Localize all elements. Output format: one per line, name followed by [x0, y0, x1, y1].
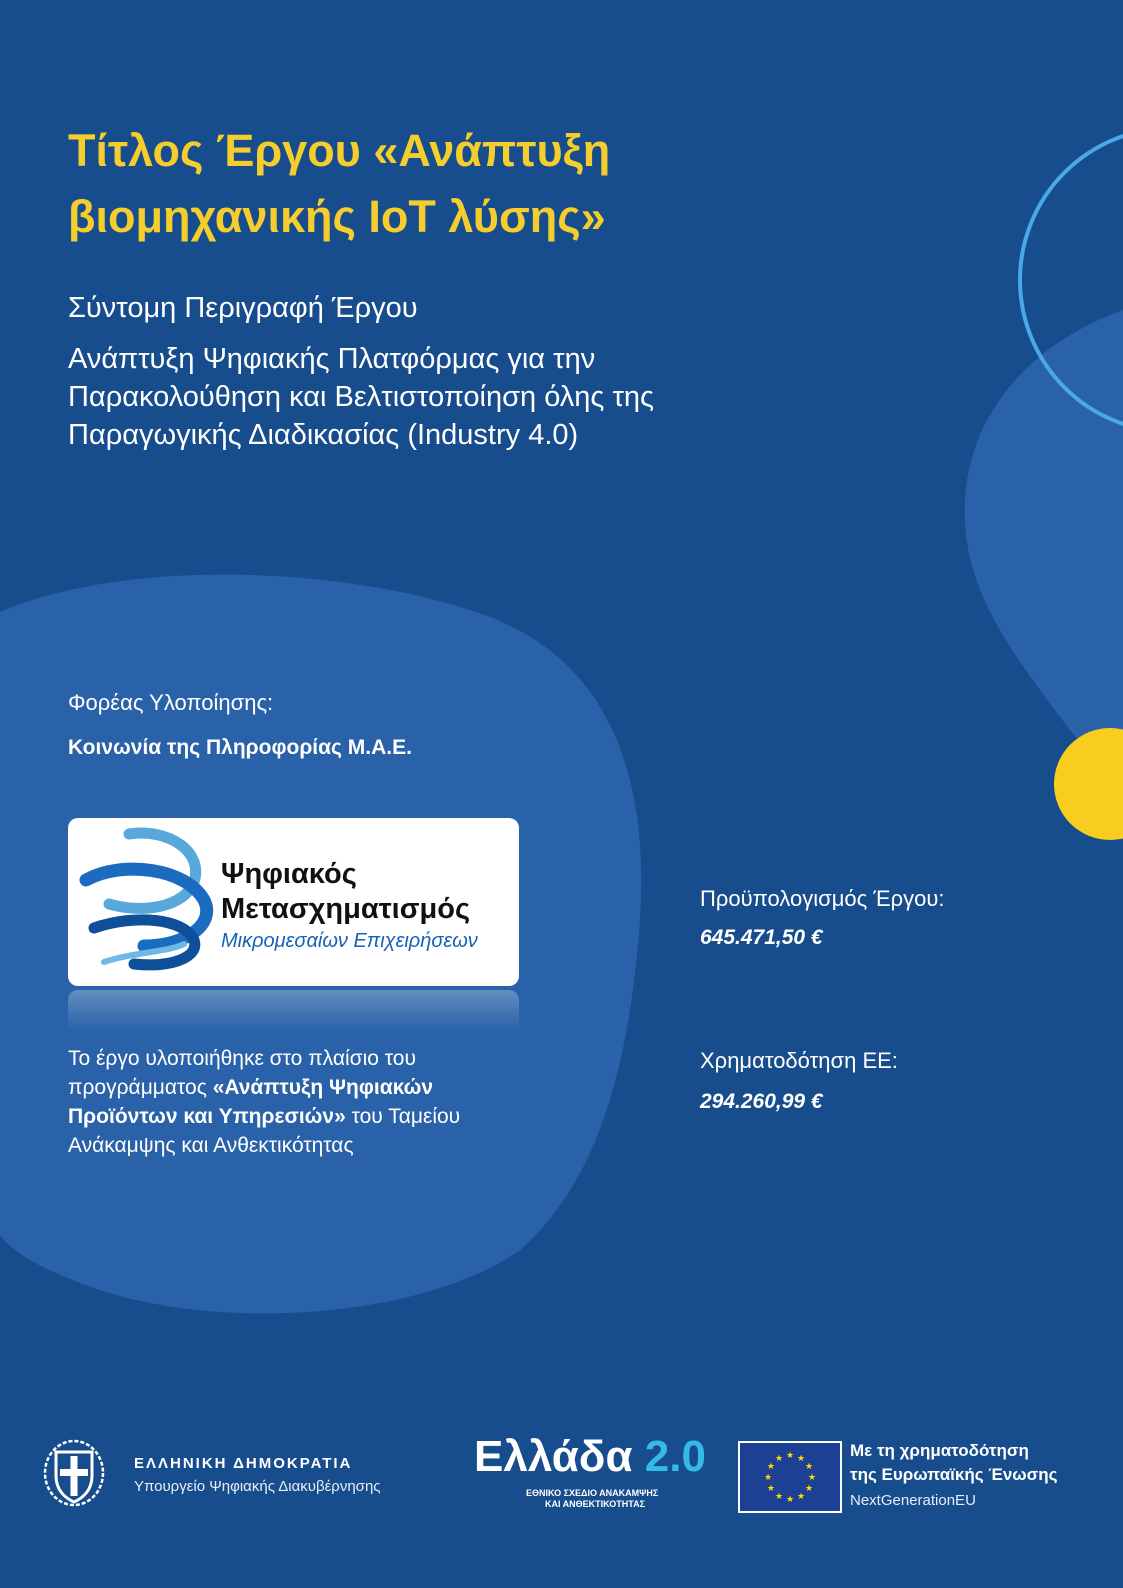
greek-republic-label: ΕΛΛΗΝΙΚΗ ΔΗΜΟΚΡΑΤΙΑ: [134, 1455, 353, 1472]
project-title: Τίτλος Έργου «Ανάπτυξη βιομηχανικής IoT λύσης»: [68, 125, 611, 242]
ellada-version: 2.0: [644, 1432, 706, 1481]
funding-value: 294.260,99 €: [700, 1090, 823, 1113]
eu-star: ★: [796, 1452, 806, 1463]
eu-funding-line2: της Ευρωπαϊκής Ένωσης: [850, 1465, 1058, 1484]
eu-star: ★: [807, 1472, 817, 1482]
budget-value: 645.471,50 €: [700, 926, 823, 949]
eu-flag-icon: [738, 1441, 842, 1513]
eu-star: ★: [805, 1483, 814, 1493]
eu-star: ★: [785, 1450, 795, 1460]
logo-text-line3: Μικρομεσαίων Επιχειρήσεων: [221, 930, 478, 952]
project-subheading: Σύντομη Περιγραφή Έργου: [68, 292, 418, 324]
program-text: [68, 1044, 548, 1160]
greek-coat-of-arms-icon: [42, 1438, 106, 1508]
yellow-dot-decoration: [1054, 728, 1123, 840]
program-logo-card: [68, 818, 519, 986]
ellada-2-0-logo: [474, 1432, 706, 1482]
logo-text-line1: Ψηφιακός: [221, 858, 357, 890]
implementer-name: Κοινωνία της Πληροφορίας Μ.Α.Ε.: [68, 736, 412, 759]
budget-label: Προϋπολογισμός Έργου:: [700, 886, 945, 911]
implementer-label: Φορέας Υλοποίησης:: [68, 690, 274, 715]
ellada-subtitle-line1: ΕΘΝΙΚΟ ΣΧΕΔΙΟ ΑΝΑΚΑΜΨΗΣ: [526, 1488, 659, 1498]
program-suffix: του Ταμείου Ανάκαμψης και Ανθεκτικότητας: [68, 1105, 461, 1157]
eu-stars: [740, 1443, 840, 1511]
ellada-word: Ελλάδα: [474, 1432, 633, 1481]
program-prefix: Το έργο υλοποιήθηκε στο πλαίσιο του προγράμματος: [68, 1047, 416, 1099]
project-description: Ανάπτυξη Ψηφιακής Πλατφόρμας για την Παρακολούθηση και Βελτιστοποίηση όλης της Παραγωγικής Διαδικασίας (Industry 4.0): [68, 343, 655, 451]
eu-star: ★: [774, 1452, 784, 1463]
eu-star: ★: [766, 1483, 775, 1493]
next-generation-eu-label: NextGenerationEU: [850, 1492, 976, 1509]
program-name: «Ανάπτυξη Ψηφιακών Προϊόντων και Υπηρεσιών»: [68, 1076, 434, 1128]
funding-label: Χρηματοδότηση ΕΕ:: [700, 1048, 898, 1073]
logo-reflection: [68, 990, 519, 1030]
swirl-logo-icon: [74, 822, 214, 982]
eu-star: ★: [766, 1461, 775, 1471]
eu-star: ★: [785, 1494, 795, 1504]
ministry-label: Υπουργείο Ψηφιακής Διακυβέρνησης: [134, 1478, 381, 1495]
eu-funding-line1: Με τη χρηματοδότηση: [850, 1441, 1029, 1460]
eu-star: ★: [796, 1491, 806, 1502]
right-blob-shape: [965, 310, 1123, 795]
ellada-subtitle-line2: ΚΑΙ ΑΝΘΕΚΤΙΚΟΤΗΤΑΣ: [545, 1499, 645, 1509]
eu-star: ★: [805, 1461, 814, 1471]
logo-text-line2: Μετασχηματισμός: [221, 893, 471, 925]
eu-star: ★: [763, 1472, 773, 1482]
eu-star: ★: [774, 1491, 784, 1502]
